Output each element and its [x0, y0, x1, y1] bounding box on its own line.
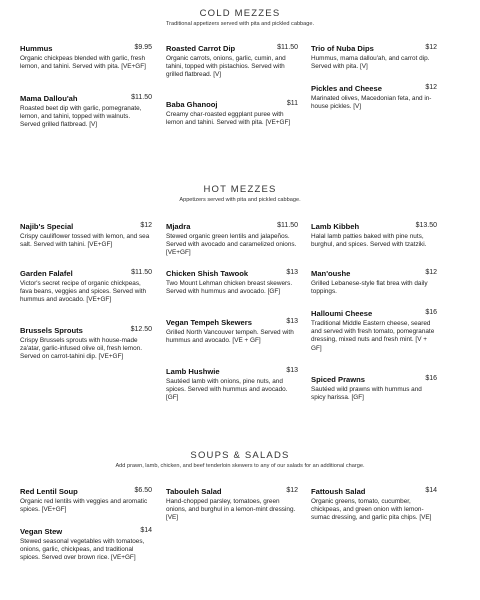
item-description: Traditional Middle Eastern cheese, seared and served with fresh tomato, pomegranate dressing, mixed nuts and fresh mint. [V + GF] [311, 320, 435, 352]
item-price: $13 [286, 367, 298, 374]
menu-item [166, 367, 298, 403]
menu-item [20, 222, 152, 249]
item-name: Mama Dallou'ah [20, 94, 78, 103]
section-title: COLD MEZZES [199, 8, 281, 19]
item-description: Marinated olives, Macedonian feta, and in-house pickles. [V] [311, 95, 432, 111]
item-price: $11.50 [131, 94, 152, 101]
item-description: Hand-chopped parsley, tomatoes, green onions, and burghul in a lemon-mint dressing. [VE] [166, 498, 296, 522]
item-price: $11.50 [131, 269, 152, 276]
item-price: $16 [425, 309, 437, 316]
item-name: Fattoush Salad [311, 487, 366, 496]
menu-item [311, 222, 437, 249]
menu-item [166, 100, 298, 127]
menu-item [20, 487, 152, 514]
item-description: Crispy Brussels sprouts with house-made za'atar, garlic-infused olive oil, fresh lemon. Served on carrot-tahini dip. [VE+GF] [20, 337, 142, 361]
item-description: Stewed seasonal vegetables with tomatoes, onions, garlic, chickpeas, and traditional spices. Served over brown rice. [VE+GF] [20, 538, 145, 562]
cold-mezzes-section [0, 8, 480, 27]
item-description: Sautéed lamb with onions, pine nuts, and spices. Served with hummus and avocado. [GF] [166, 378, 288, 402]
item-description: Organic red lentils with veggies and aromatic spices. [VE+GF] [20, 498, 148, 514]
section-subtitle: Add prawn, lamb, chicken, and beef tenderloin skewers to any of our salads for an additional charge. [115, 463, 365, 469]
item-price: $11.50 [277, 44, 298, 51]
item-price: $12 [425, 269, 437, 276]
item-description: Crispy cauliflower tossed with lemon, and sea salt. Served with tahini. [VE+GF] [20, 233, 150, 249]
item-description: Grilled Lebanese-style flat brea with daily toppings. [311, 280, 428, 296]
item-price: $12.50 [130, 326, 152, 333]
item-description: Organic chickpeas blended with garlic, fresh lemon, and tahini. Served with pita. [VE+GF] [20, 55, 146, 71]
menu-item [311, 375, 437, 402]
menu-item [166, 269, 298, 296]
item-description: Victor's secret recipe of organic chickpeas, fava beans, veggies and spices. Served with hummus and avocado. [VE+GF] [20, 280, 147, 304]
item-price: $6.50 [134, 487, 152, 494]
item-name: Roasted Carrot Dip [166, 44, 236, 53]
item-price: $12 [140, 222, 152, 229]
item-description: Sautéed wild prawns with hummus and spicy harissa. [GF] [311, 386, 422, 402]
item-price: $11 [286, 100, 298, 107]
hot-mezzes-section [0, 184, 480, 203]
item-name: Red Lentil Soup [20, 487, 78, 496]
item-name: Garden Falafel [20, 269, 73, 278]
item-name: Pickles and Cheese [311, 84, 382, 93]
menu-item [311, 84, 437, 111]
menu-item [166, 318, 298, 345]
item-price: $13 [286, 318, 298, 325]
item-price: $13.50 [415, 222, 437, 229]
menu-item [20, 94, 152, 130]
menu-item [20, 527, 152, 563]
menu-item [311, 44, 437, 71]
item-name: Lamb Kibbeh [311, 222, 360, 231]
item-description: Creamy char-roasted eggplant puree with lemon and tahini. Served with pita. [VE+GF] [166, 111, 291, 127]
item-price: $13 [286, 269, 298, 276]
item-name: Brussels Sprouts [20, 326, 83, 335]
item-name: Hummus [20, 44, 53, 53]
menu-item [311, 487, 437, 523]
item-name: Vegan Tempeh Skewers [166, 318, 252, 327]
item-price: $12 [425, 44, 437, 51]
menu-item [166, 44, 298, 80]
item-description: Two Mount Lehman chicken breast skewers. Served with hummus and avocado. [GF] [166, 280, 293, 296]
menu-item [166, 487, 298, 523]
item-name: Spiced Prawns [311, 375, 366, 384]
item-description: Halal lamb patties baked with pine nuts, burghul, and spices. Served with tzatziki. [311, 233, 427, 249]
menu-item [311, 309, 437, 353]
item-name: Tabouleh Salad [166, 487, 222, 496]
item-description: Hummus, mama dallou'ah, and carrot dip. Served with pita. [V] [311, 55, 430, 71]
item-name: Man'oushe [311, 269, 351, 278]
item-name: Chicken Shish Tawook [166, 269, 249, 278]
section-title: HOT MEZZES [203, 184, 277, 195]
item-name: Baba Ghanooj [166, 100, 218, 109]
item-name: Lamb Hushwie [166, 367, 220, 376]
item-name: Najib's Special [20, 222, 74, 231]
item-description: Roasted beet dip with garlic, pomegranate, lemon, and tahini, topped with walnuts. Served grilled flatbread. [V] [20, 105, 142, 129]
item-price: $12 [425, 84, 437, 91]
item-name: Vegan Stew [20, 527, 63, 536]
item-price: $14 [140, 527, 152, 534]
item-description: Grilled North Vancouver tempeh. Served with hummus and avocado. [VE + GF] [166, 329, 294, 345]
menu-item [20, 326, 152, 362]
item-description: Organic greens, tomato, cucumber, chickpeas, and green onion with lemon-sumac dressing, and garlic pita chips. [VE] [311, 498, 432, 522]
item-name: Halloumi Cheese [311, 309, 373, 318]
section-title: SOUPS & SALADS [190, 450, 290, 461]
section-subtitle: Appetizers served with pita and pickled cabbage. [179, 197, 301, 203]
item-price: $16 [425, 375, 437, 382]
soups-salads-section [0, 450, 480, 469]
item-name: Trio of Nuba Dips [311, 44, 374, 53]
item-price: $14 [425, 487, 437, 494]
item-description: Organic carrots, onions, garlic, cumin, and tahini, topped with pistachios. Served with grilled flatbread. [V] [166, 55, 286, 79]
menu-item [20, 44, 152, 71]
item-description: Stewed organic green lentils and jalapeños. Served with avocado and caramelized onions. [VE+GF] [166, 233, 297, 257]
item-price: $11.50 [277, 222, 298, 229]
item-price: $9.95 [134, 44, 152, 51]
item-price: $12 [286, 487, 298, 494]
item-name: Mjadra [166, 222, 191, 231]
section-subtitle: Traditional appetizers served with pita and pickled cabbage. [165, 21, 315, 27]
menu-item [20, 269, 152, 305]
menu-item [311, 269, 437, 296]
menu-item [166, 222, 298, 258]
